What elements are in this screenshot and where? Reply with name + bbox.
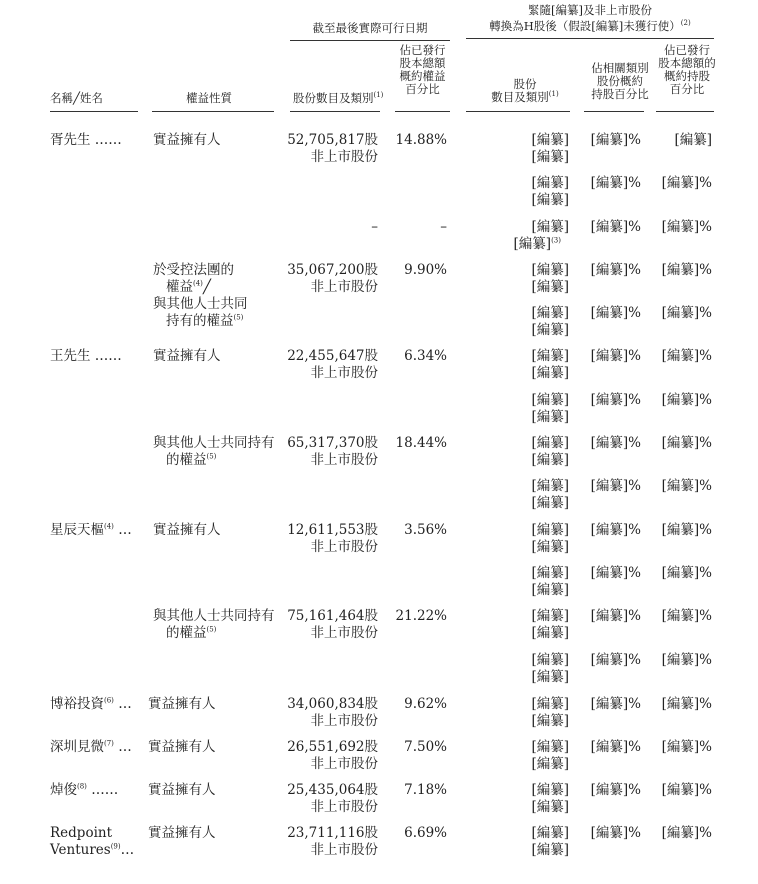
header-group-after-listing-1: 緊隨[編纂]及非上市股份 bbox=[528, 3, 652, 17]
redacted-total-pct: [編纂]% bbox=[661, 262, 712, 278]
redacted-shares: [編纂] [編纂] bbox=[531, 652, 569, 685]
pct-held: 9.62% bbox=[404, 696, 447, 712]
redacted-class-pct: [編纂]% bbox=[590, 305, 641, 321]
redacted-shares: [編纂] [編纂] bbox=[531, 782, 569, 815]
redacted-total-pct: [編纂]% bbox=[661, 522, 712, 538]
shares-held: 65,317,370股 非上市股份 bbox=[287, 435, 378, 468]
redacted-shares: [編纂] [編纂]$^{(3)}$ bbox=[513, 219, 569, 252]
shares-held: 35,067,200股 非上市股份 bbox=[287, 262, 378, 295]
redacted-total-pct: [編纂]% bbox=[661, 219, 712, 235]
header-rule-right bbox=[466, 38, 714, 39]
header-col-class-pct: 佔相關類別 股份概約 持股百分比 bbox=[591, 61, 649, 101]
interest-nature: 實益擁有人 bbox=[153, 348, 221, 364]
holder-name: 王先生 …… bbox=[50, 348, 122, 364]
redacted-class-pct: [編纂]% bbox=[590, 696, 641, 712]
redacted-class-pct: [編纂]% bbox=[590, 652, 641, 668]
redacted-class-pct: [編纂]% bbox=[590, 522, 641, 538]
interest-nature: 於受控法團的 權益$^{(4)}$╱ 與其他人士共同 持有的權益$^{(5)}$ bbox=[153, 262, 248, 329]
redacted-total-pct: [編纂]% bbox=[661, 305, 712, 321]
shares-held: 22,455,647股 非上市股份 bbox=[287, 348, 378, 381]
interest-nature: 實益擁有人 bbox=[148, 739, 216, 755]
pct-held: 14.88% bbox=[395, 132, 447, 148]
redacted-class-pct: [編纂]% bbox=[590, 435, 641, 451]
pct-held: 18.44% bbox=[395, 435, 447, 451]
redacted-shares: [編纂] [編纂] bbox=[531, 435, 569, 468]
redacted-class-pct: [編纂]% bbox=[590, 825, 641, 841]
header-bottom-rule bbox=[584, 111, 644, 112]
pct-held: 9.90% bbox=[404, 262, 447, 278]
header-bottom-rule bbox=[290, 111, 380, 112]
redacted-shares: [編纂] [編纂] bbox=[531, 565, 569, 598]
header-group-latest-date: 截至最後實際可行日期 bbox=[312, 21, 428, 35]
redacted-total-pct: [編纂]% bbox=[661, 739, 712, 755]
redacted-total-pct: [編纂]% bbox=[661, 392, 712, 408]
redacted-shares: [編纂] [編纂] bbox=[531, 305, 569, 338]
redacted-shares: [編纂] [編纂] bbox=[531, 262, 569, 295]
redacted-total-pct: [編纂]% bbox=[661, 652, 712, 668]
redacted-shares: [編纂] [編纂] bbox=[531, 608, 569, 641]
pct-held: 6.34% bbox=[404, 348, 447, 364]
header-bottom-rule bbox=[656, 111, 714, 112]
shares-held: 34,060,834股 非上市股份 bbox=[287, 696, 378, 729]
pct-held: 21.22% bbox=[395, 608, 447, 624]
redacted-total-pct: [編纂] bbox=[674, 132, 712, 148]
header-bottom-rule bbox=[152, 111, 274, 112]
redacted-total-pct: [編纂]% bbox=[661, 565, 712, 581]
redacted-shares: [編纂] [編纂] bbox=[531, 392, 569, 425]
redacted-shares: [編纂] [編纂] bbox=[531, 825, 569, 858]
header-col-total-pct: 佔已發行 股本總額的 概約持股 百分比 bbox=[658, 43, 716, 96]
redacted-class-pct: [編纂]% bbox=[590, 175, 641, 191]
interest-nature: 實益擁有人 bbox=[153, 522, 221, 538]
redacted-class-pct: [編纂]% bbox=[590, 348, 641, 364]
redacted-total-pct: [編纂]% bbox=[661, 782, 712, 798]
redacted-shares: [編纂] [編纂] bbox=[531, 522, 569, 555]
pct-held: 7.50% bbox=[404, 739, 447, 755]
header-col-shares2: 股份 數目及類別$^{(1)}$ bbox=[491, 77, 559, 104]
redacted-shares: [編纂] [編纂] bbox=[531, 478, 569, 511]
redacted-total-pct: [編纂]% bbox=[661, 175, 712, 191]
interest-nature: 實益擁有人 bbox=[148, 782, 216, 798]
header-bottom-rule bbox=[466, 111, 570, 112]
redacted-total-pct: [編纂]% bbox=[661, 825, 712, 841]
header-col-nature: 權益性質 bbox=[186, 91, 232, 105]
redacted-total-pct: [編纂]% bbox=[661, 696, 712, 712]
shares-held: 23,711,116股 非上市股份 bbox=[287, 825, 378, 858]
pct-held: 6.69% bbox=[404, 825, 447, 841]
interest-nature: 實益擁有人 bbox=[148, 696, 216, 712]
redacted-shares: [編纂] [編纂] bbox=[531, 175, 569, 208]
shares-held: 52,705,817股 非上市股份 bbox=[287, 132, 378, 165]
redacted-class-pct: [編纂]% bbox=[590, 782, 641, 798]
shares-held: 75,161,464股 非上市股份 bbox=[287, 608, 378, 641]
redacted-shares: [編纂] [編纂] bbox=[531, 696, 569, 729]
header-rule-left bbox=[290, 40, 450, 41]
redacted-class-pct: [編纂]% bbox=[590, 565, 641, 581]
redacted-total-pct: [編纂]% bbox=[661, 478, 712, 494]
shares-held: 25,435,064股 非上市股份 bbox=[287, 782, 378, 815]
header-bottom-rule bbox=[50, 111, 138, 112]
redacted-shares: [編纂] [編纂] bbox=[531, 348, 569, 381]
redacted-class-pct: [編纂]% bbox=[590, 739, 641, 755]
header-col-name: 名稱╱姓名 bbox=[50, 91, 103, 105]
redacted-total-pct: [編纂]% bbox=[661, 348, 712, 364]
header-col-shares: 股份數目及類別$^{(1)}$ bbox=[293, 91, 384, 105]
interest-nature: 實益擁有人 bbox=[153, 132, 221, 148]
header-col-pct1: 佔已發行 股本總額 概約權益 百分比 bbox=[399, 43, 446, 96]
holder-name: 深圳見微$^{(7)}$ … bbox=[50, 739, 132, 755]
redacted-class-pct: [編纂]% bbox=[590, 478, 641, 494]
holder-name: Redpoint Ventures$^{(9)}$… bbox=[50, 825, 135, 858]
shares-held: – bbox=[371, 219, 378, 235]
pct-held: – bbox=[440, 219, 447, 235]
header-group-after-listing-2: 轉換為H股後（假設[編纂]未獲行使）$^{(2)}$ bbox=[489, 19, 691, 33]
redacted-class-pct: [編纂]% bbox=[590, 392, 641, 408]
holder-name: 焯俊$^{(8)}$ …… bbox=[50, 782, 119, 798]
pct-held: 7.18% bbox=[404, 782, 447, 798]
redacted-total-pct: [編纂]% bbox=[661, 435, 712, 451]
redacted-class-pct: [編纂]% bbox=[590, 219, 641, 235]
holder-name: 星辰天樞$^{(4)}$ … bbox=[50, 522, 132, 538]
header-bottom-rule bbox=[395, 111, 450, 112]
redacted-shares: [編纂] [編纂] bbox=[531, 739, 569, 772]
shares-held: 12,611,553股 非上市股份 bbox=[287, 522, 378, 555]
shares-held: 26,551,692股 非上市股份 bbox=[287, 739, 378, 772]
redacted-class-pct: [編纂]% bbox=[590, 132, 641, 148]
interest-nature: 與其他人士共同持有 的權益$^{(5)}$ bbox=[153, 435, 275, 468]
interest-nature: 實益擁有人 bbox=[148, 825, 216, 841]
interest-nature: 與其他人士共同持有 的權益$^{(5)}$ bbox=[153, 608, 275, 641]
redacted-class-pct: [編纂]% bbox=[590, 608, 641, 624]
holder-name: 博裕投資$^{(6)}$ … bbox=[50, 696, 132, 712]
holder-name: 胥先生 …… bbox=[50, 132, 122, 148]
pct-held: 3.56% bbox=[404, 522, 447, 538]
redacted-class-pct: [編纂]% bbox=[590, 262, 641, 278]
redacted-shares: [編纂] [編纂] bbox=[531, 132, 569, 165]
redacted-total-pct: [編纂]% bbox=[661, 608, 712, 624]
